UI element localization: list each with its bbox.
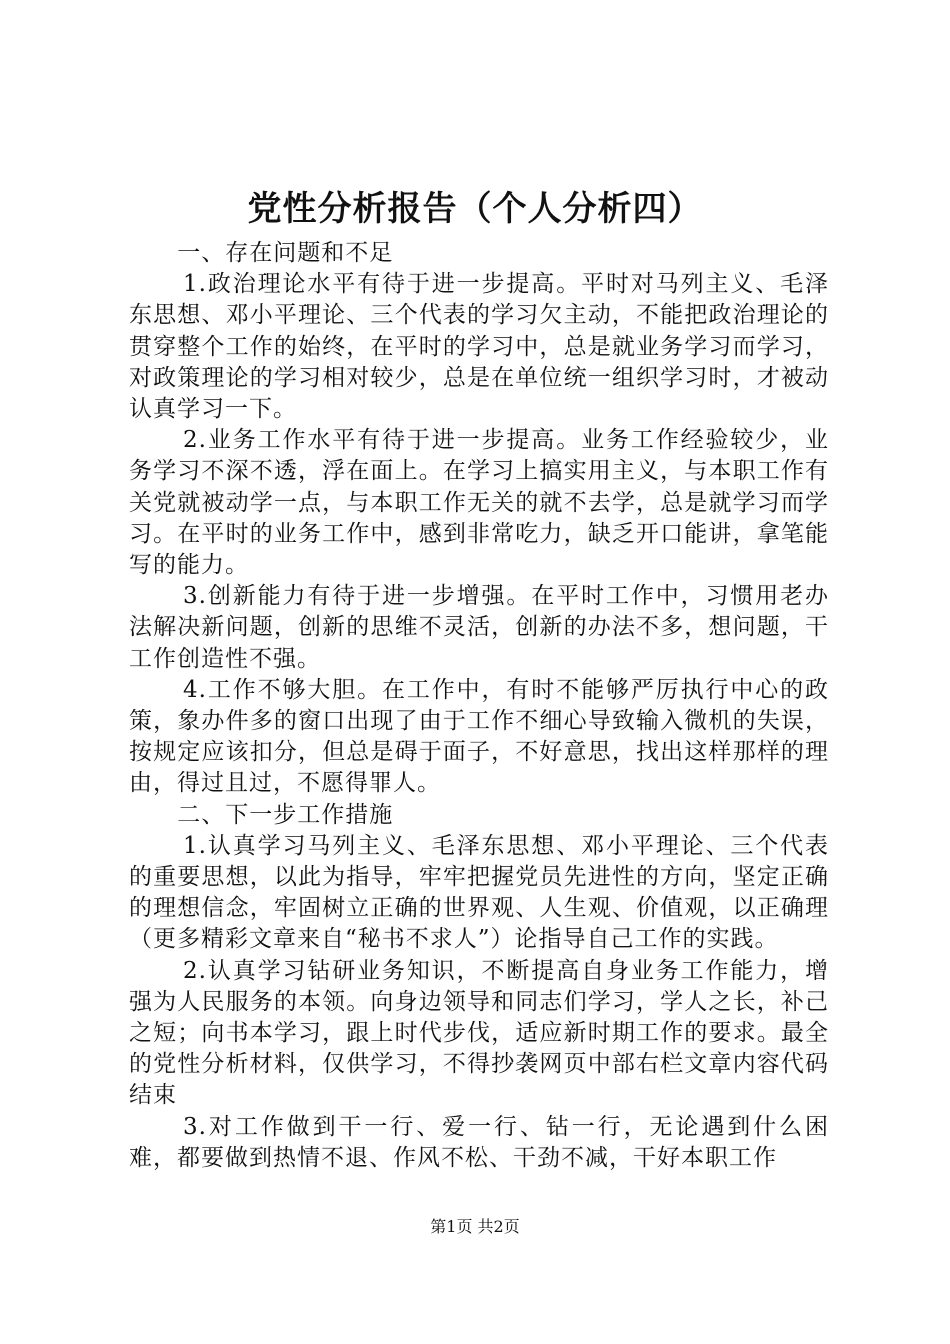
- paragraph: 2.认真学习钻研业务知识，不断提高自身业务工作能力，增强为人民服务的本领。向身边领导和同志们学习，学人之长，补己之短；向书本学习，跟上时代步伐，适应新时期工作的要求。最全的党性分析材料，仅供学习，不得抄袭网页中部右栏文章内容代码结束: [129, 957, 829, 1109]
- paragraph: 3.创新能力有待于进一步增强。在平时工作中，习惯用老办法解决新问题，创新的思维不灵活，创新的办法不多，想问题，干工作创造性不强。: [129, 583, 829, 672]
- document-body: [129, 238, 829, 1174]
- paragraph: 3.对工作做到干一行、爱一行、钻一行，无论遇到什么困难，都要做到热情不退、作风不松、干劲不减，干好本职工作: [129, 1113, 829, 1171]
- paragraph: 2.业务工作水平有待于进一步提高。业务工作经验较少，业务学习不深不透，浮在面上。在学习上搞实用主义，与本职工作有关党就被动学一点，与本职工作无关的就不去学，总是就学习而学习。在平时的业务工作中，感到非常吃力，缺乏开口能讲，拿笔能写的能力。: [129, 427, 829, 579]
- section-heading: 一、存在问题和不足: [177, 240, 394, 266]
- paragraph: 1.政治理论水平有待于进一步提高。平时对马列主义、毛泽东思想、邓小平理论、三个代表的学习欠主动，不能把政治理论的贯穿整个工作的始终，在平时的学习中，总是就业务学习而学习，对政策理论的学习相对较少，总是在单位统一组织学习时，才被动认真学习一下。: [129, 271, 829, 423]
- section-heading: 二、下一步工作措施: [177, 801, 394, 828]
- document-title: 党性分析报告（个人分析四）: [247, 189, 703, 229]
- paragraph: 4.工作不够大胆。在工作中，有时不能够严厉执行中心的政策，象办件多的窗口出现了由于工作不细心导致输入微机的失误，按规定应该扣分，但总是碍于面子，不好意思，找出这样那样的理由，得过且过，不愿得罪人。: [129, 676, 829, 797]
- page-number-footer: 第1页 共2页: [430, 1217, 520, 1236]
- paragraph: 1.认真学习马列主义、毛泽东思想、邓小平理论、三个代表的重要思想，以此为指导，牢牢把握党员先进性的方向，坚定正确的理想信念，牢固树立正确的世界观、人生观、价值观，以正确理（更多精彩文章来自“秘书不求人”）论指导自己工作的实践。: [129, 832, 829, 953]
